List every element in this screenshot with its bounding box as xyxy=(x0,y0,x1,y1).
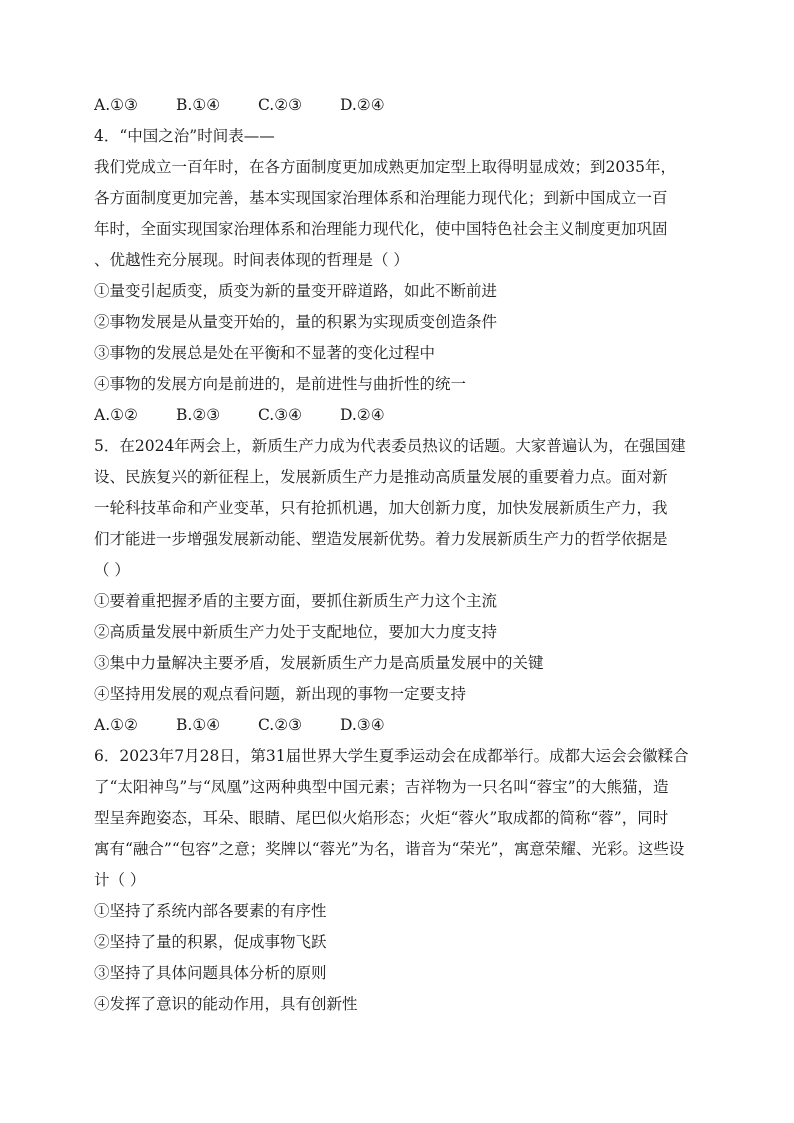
q6-stem-line: 寓有“融合”“包容”之意；奖牌以“蓉光”为名，谐音为“荣光”，寓意荣耀、光彩。这些设 xyxy=(94,840,685,858)
q4-option-b: B.②③ xyxy=(176,406,221,424)
q5-option-c: C.②③ xyxy=(258,716,303,734)
q6-item-1: ①坚持了系统内部各要素的有序性 xyxy=(94,902,327,920)
q4-title: 4．“中国之治”时间表—— xyxy=(94,127,275,145)
q6-item-2: ②坚持了量的积累，促成事物飞跃 xyxy=(94,933,327,951)
q3-option-c: C.②③ xyxy=(258,96,303,114)
q6-item-4: ④发挥了意识的能动作用，具有创新性 xyxy=(94,995,358,1013)
q5-item-3: ③集中力量解决主要矛盾，发展新质生产力是高质量发展中的关键 xyxy=(94,654,544,672)
exam-page xyxy=(94,90,714,1020)
q3-option-a: A.①③ xyxy=(94,96,138,114)
q3-option-d: D.②④ xyxy=(340,96,385,114)
q6-stem-line: 了“太阳神鸟”与“凤凰”这两种典型中国元素；吉祥物为一只名叫“蓉宝”的大熊猫，造 xyxy=(94,778,669,796)
q4-option-d: D.②④ xyxy=(340,406,385,424)
q4-stem-line: 、优越性充分展现。时间表体现的哲理是（ ） xyxy=(94,251,409,269)
q3-options xyxy=(94,90,714,121)
q4-stem-line: 年时，全面实现国家治理体系和治理能力现代化，使中国特色社会主义制度更加巩固 xyxy=(94,220,668,238)
q6-stem-line: 计（ ） xyxy=(94,871,146,889)
q5-stem-line: 5．在2024年两会上，新质生产力成为代表委员热议的话题。大家普遍认为，在强国建 xyxy=(94,437,686,455)
q5-option-a: A.①② xyxy=(94,716,138,734)
q4-option-c: C.③④ xyxy=(258,406,303,424)
q6-stem-line: 6．2023年7月28日，第31届世界大学生夏季运动会在成都举行。成都大运会会徽糅合 xyxy=(94,747,689,765)
q5-item-1: ①要着重把握矛盾的主要方面，要抓住新质生产力这个主流 xyxy=(94,592,498,610)
q4-stem-line: 各方面制度更加完善，基本实现国家治理体系和治理能力现代化；到新中国成立一百 xyxy=(94,189,668,207)
q4-options xyxy=(94,400,714,431)
q4-item-3: ③事物的发展总是处在平衡和不显著的变化过程中 xyxy=(94,344,436,362)
q4-item-2: ②事物发展是从量变开始的，量的积累为实现质变创造条件 xyxy=(94,313,498,331)
q5-item-4: ④坚持用发展的观点看问题，新出现的事物一定要支持 xyxy=(94,685,467,703)
q3-option-b: B.①④ xyxy=(176,96,221,114)
q4-item-4: ④事物的发展方向是前进的，是前进性与曲折性的统一 xyxy=(94,375,467,393)
q5-stem-line: 设、民族复兴的新征程上，发展新质生产力是推动高质量发展的重要着力点。面对新 xyxy=(94,468,668,486)
q6-item-3: ③坚持了具体问题具体分析的原则 xyxy=(94,964,327,982)
q5-option-d: D.③④ xyxy=(340,716,385,734)
q5-stem-line: 们才能进一步增强发展新动能、塑造发展新优势。着力发展新质生产力的哲学依据是 xyxy=(94,530,668,548)
q5-options xyxy=(94,710,714,741)
q5-option-b: B.①④ xyxy=(176,716,221,734)
q4-option-a: A.①② xyxy=(94,406,138,424)
q5-stem-line: 一轮科技革命和产业变革，只有抢抓机遇，加大创新力度，加快发展新质生产力，我 xyxy=(94,499,668,517)
q5-stem-line: （ ） xyxy=(94,561,130,579)
q4-stem-line: 我们党成立一百年时，在各方面制度更加成熟更加定型上取得明显成效；到2035年， xyxy=(94,158,676,176)
q6-stem-line: 型呈奔跑姿态，耳朵、眼睛、尾巴似火焰形态；火炬“蓉火”取成都的简称“蓉”，同时 xyxy=(94,809,669,827)
q5-item-2: ②高质量发展中新质生产力处于支配地位，要加大力度支持 xyxy=(94,623,498,641)
q4-item-1: ①量变引起质变，质变为新的量变开辟道路，如此不断前进 xyxy=(94,282,498,300)
